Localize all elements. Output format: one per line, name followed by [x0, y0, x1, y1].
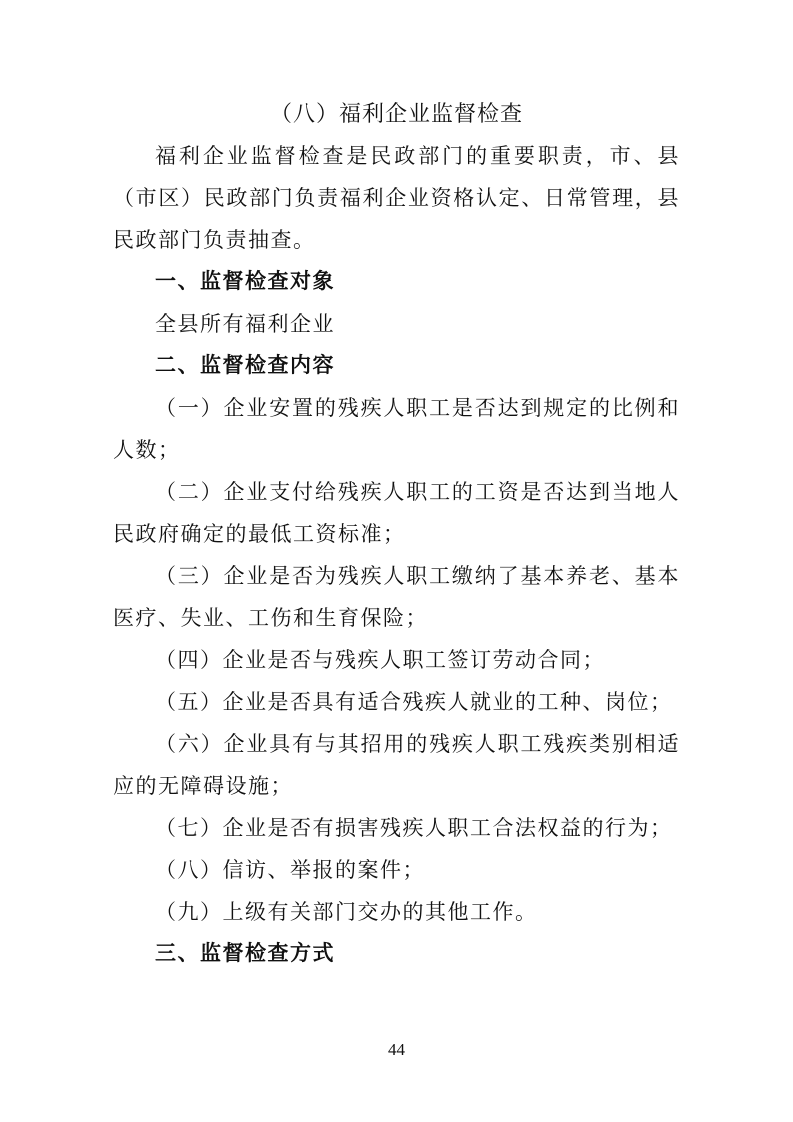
list-item-7: （七）企业是否有损害残疾人职工合法权益的行为； [155, 816, 673, 840]
list-item-6: （六）企业具有与其招用的残疾人职工残疾类别相适应的无障碍设施； [113, 732, 680, 798]
section-heading-2: 二、监督检查内容 [155, 354, 335, 377]
list-item-3: （三）企业是否为残疾人职工缴纳了基本养老、基本医疗、失业、工伤和生育保险； [113, 564, 680, 630]
list-item-2: （二）企业支付给残疾人职工的工资是否达到当地人民政府确定的最低工资标准； [113, 480, 680, 546]
section1-body: 全县所有福利企业 [155, 312, 335, 336]
list-item-8: （八）信访、举报的案件； [155, 858, 425, 882]
list-item-4: （四）企业是否与残疾人职工签订劳动合同； [155, 648, 605, 672]
document-title: （八）福利企业监督检查 [269, 101, 523, 126]
section-heading-1: 一、监督检查对象 [155, 270, 335, 293]
page-number: 44 [388, 1040, 405, 1059]
list-item-9: （九）上级有关部门交办的其他工作。 [155, 900, 538, 924]
intro-paragraph: 福利企业监督检查是民政部门的重要职责，市、县（市区）民政部门负责福利企业资格认定、日常管理，县民政部门负责抽查。 [113, 144, 680, 252]
document-content [113, 93, 680, 975]
section-heading-3: 三、监督检查方式 [155, 942, 335, 965]
list-item-5: （五）企业是否具有适合残疾人就业的工种、岗位； [155, 690, 673, 714]
list-item-1: （一）企业安置的残疾人职工是否达到规定的比例和人数； [113, 396, 680, 462]
